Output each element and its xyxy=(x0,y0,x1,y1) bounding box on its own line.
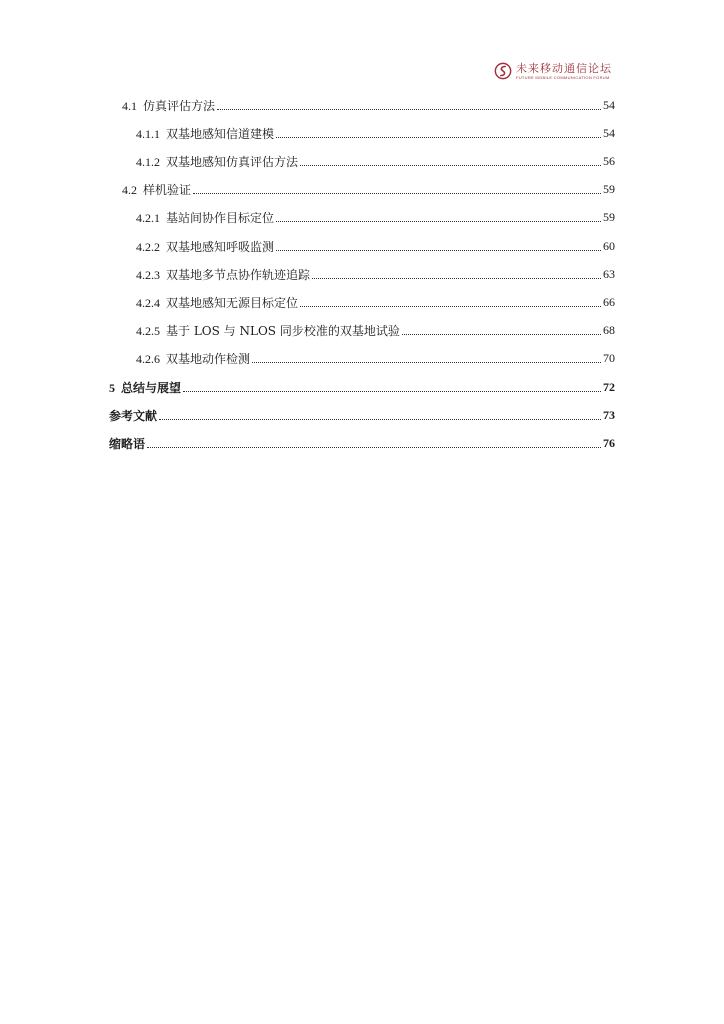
toc-entry[interactable] xyxy=(122,94,615,116)
toc-dot-leader xyxy=(276,137,601,138)
toc-entry-label xyxy=(136,238,276,255)
toc-entry-page-number: 73 xyxy=(603,407,615,422)
toc-entry[interactable] xyxy=(136,291,615,313)
forum-logo-icon xyxy=(494,62,512,80)
toc-dot-leader xyxy=(276,250,601,251)
toc-dot-leader xyxy=(159,419,601,420)
toc-entry-title: 双基地感知呼吸监测 xyxy=(166,239,275,254)
toc-entry[interactable] xyxy=(136,348,615,370)
toc-entry-label xyxy=(136,350,252,367)
toc-entry-page-number: 72 xyxy=(603,379,615,394)
toc-entry-page-number: 68 xyxy=(603,323,615,338)
toc-entry-title: 双基地感知无源目标定位 xyxy=(166,295,299,310)
toc-entry-title: 总结与展望 xyxy=(121,380,182,395)
logo-english-name: FUTURE MOBILE COMMUNICATION FORUM xyxy=(516,74,610,80)
toc-entry-title: 双基地动作检测 xyxy=(166,352,251,367)
toc-dot-leader xyxy=(312,278,601,279)
toc-entry-page-number: 56 xyxy=(603,153,615,168)
toc-entry-page-number: 54 xyxy=(603,125,615,140)
toc-entry-label xyxy=(109,379,183,396)
toc-entry[interactable] xyxy=(122,179,615,201)
toc-entry-title: 样机验证 xyxy=(143,183,192,198)
toc-entry-page-number: 76 xyxy=(603,435,615,450)
toc-entry-title: 双基地感知信道建模 xyxy=(166,126,275,141)
toc-entry-page-number: 63 xyxy=(603,266,615,281)
toc-entry-page-number: 70 xyxy=(603,351,615,366)
toc-entry-label xyxy=(122,97,217,114)
toc-entry[interactable] xyxy=(109,376,615,398)
toc-entry[interactable] xyxy=(136,122,615,144)
toc-entry[interactable] xyxy=(136,150,615,172)
toc-entry-label xyxy=(136,153,300,170)
toc-entry-title: 双基地多节点协作轨迹追踪 xyxy=(166,267,311,282)
toc-dot-leader xyxy=(402,334,601,335)
toc-entry-label xyxy=(136,125,276,142)
toc-entry-number: 4.1.2 xyxy=(136,154,160,169)
toc-entry-page-number: 59 xyxy=(603,210,615,225)
toc-entry-title: 参考文献 xyxy=(109,408,158,423)
toc-dot-leader xyxy=(193,193,601,194)
logo-text xyxy=(516,63,612,80)
toc-entry-label xyxy=(109,407,159,424)
header-logo xyxy=(494,59,612,83)
logo-chinese-name: 未来移动通信论坛 xyxy=(516,61,612,75)
toc-dot-leader xyxy=(276,221,601,222)
toc-entry-number: 4.2.4 xyxy=(136,295,160,310)
toc-entry-label xyxy=(109,435,147,452)
toc-entry-title: 双基地感知仿真评估方法 xyxy=(166,154,299,169)
toc-entry[interactable] xyxy=(136,320,615,342)
toc-entry-label xyxy=(136,266,312,283)
toc-entry-page-number: 60 xyxy=(603,238,615,253)
toc-entry-number: 5 xyxy=(109,380,115,395)
toc-entry-number: 4.2.5 xyxy=(136,324,160,339)
toc-entry-page-number: 59 xyxy=(603,182,615,197)
toc-dot-leader xyxy=(300,306,601,307)
toc-dot-leader xyxy=(183,391,601,392)
toc-entry-title: 基于 LOS 与 NLOS 同步校准的双基地试验 xyxy=(166,324,400,339)
toc-entry-number: 4.2.6 xyxy=(136,352,160,367)
toc-entry-label xyxy=(136,294,300,311)
toc-dot-leader xyxy=(252,362,601,363)
toc-entry-number: 4.2 xyxy=(122,183,137,198)
toc-entry[interactable] xyxy=(136,263,615,285)
toc-entry[interactable] xyxy=(109,404,615,426)
toc-entry-title: 缩略语 xyxy=(109,436,146,451)
toc-entry-label xyxy=(136,322,402,339)
toc-entry[interactable] xyxy=(109,432,615,454)
toc-entry-title: 仿真评估方法 xyxy=(143,98,216,113)
toc-entry-page-number: 54 xyxy=(603,97,615,112)
toc-entry-number: 4.1 xyxy=(122,98,137,113)
toc-entry-title: 基站间协作目标定位 xyxy=(166,211,275,226)
toc-dot-leader xyxy=(147,447,601,448)
toc-dot-leader xyxy=(217,109,601,110)
toc-entry-page-number: 66 xyxy=(603,294,615,309)
toc-dot-leader xyxy=(300,165,601,166)
toc-entry-label xyxy=(122,181,193,198)
toc-entry-number: 4.2.2 xyxy=(136,239,160,254)
toc-entry-number: 4.2.1 xyxy=(136,211,160,226)
toc-entry[interactable] xyxy=(136,207,615,229)
toc-entry[interactable] xyxy=(136,235,615,257)
toc-entry-label xyxy=(136,209,276,226)
toc-entry-number: 4.1.1 xyxy=(136,126,160,141)
toc-entry-number: 4.2.3 xyxy=(136,267,160,282)
